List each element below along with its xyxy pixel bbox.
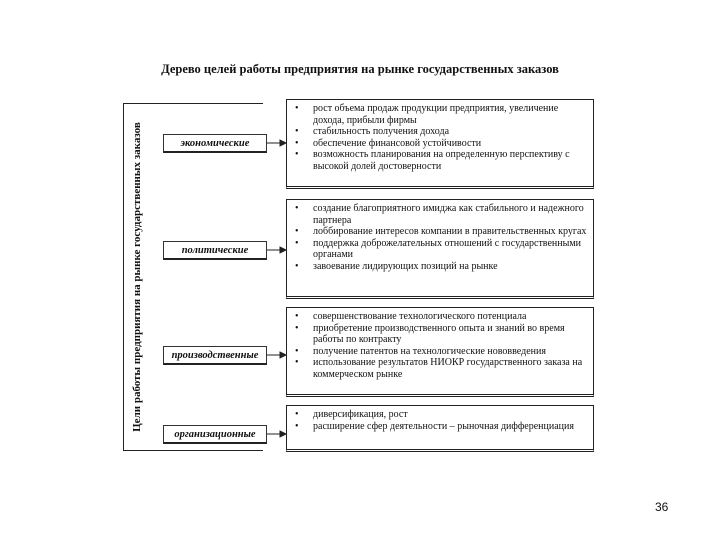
goal-item: • лоббирование интересов компании в правительственных кругах [295, 226, 587, 238]
category-organizational: организационные [163, 425, 267, 444]
page-number: 36 [655, 500, 669, 514]
goal-item: • поддержка доброжелательных отношений с государственными органами [295, 238, 587, 261]
goal-item: • завоевание лидирующих позиций на рынке [295, 261, 587, 273]
goal-item: • возможность планирования на определенную перспективу с высокой долей достоверности [295, 149, 587, 172]
goal-item: • приобретение производственного опыта и знаний во время работы по контракту [295, 323, 587, 346]
category-economic: экономические [163, 134, 267, 153]
goal-item: • обеспечение финансовой устойчивости [295, 138, 587, 150]
goals-box-production [286, 307, 594, 397]
goal-item: • диверсификация, рост [295, 409, 587, 421]
goal-item: • создание благоприятного имиджа как стабильного и надежного партнера [295, 203, 587, 226]
goal-item: • рост объема продаж продукции предприятия, увеличение дохода, прибыли фирмы [295, 103, 587, 126]
goals-box-economic [286, 99, 594, 189]
diagram-title: Дерево целей работы предприятия на рынке государственных заказов [161, 62, 559, 76]
goal-item: • стабильность получения дохода [295, 126, 587, 138]
vertical-goals-label: Цели работы предприятия на рынке государственных заказов [131, 122, 143, 432]
goal-item: • расширение сфер деятельности – рыночная дифференциация [295, 421, 587, 433]
goal-item: • получение патентов на технологические нововведения [295, 346, 587, 358]
category-production: производственные [163, 346, 267, 365]
goal-item: • совершенствование технологического потенциала [295, 311, 587, 323]
goals-box-political [286, 199, 594, 299]
category-political: политические [163, 241, 267, 260]
goals-box-organizational [286, 405, 594, 452]
goal-item: • использование результатов НИОКР государственного заказа на коммерческом рынке [295, 357, 587, 380]
